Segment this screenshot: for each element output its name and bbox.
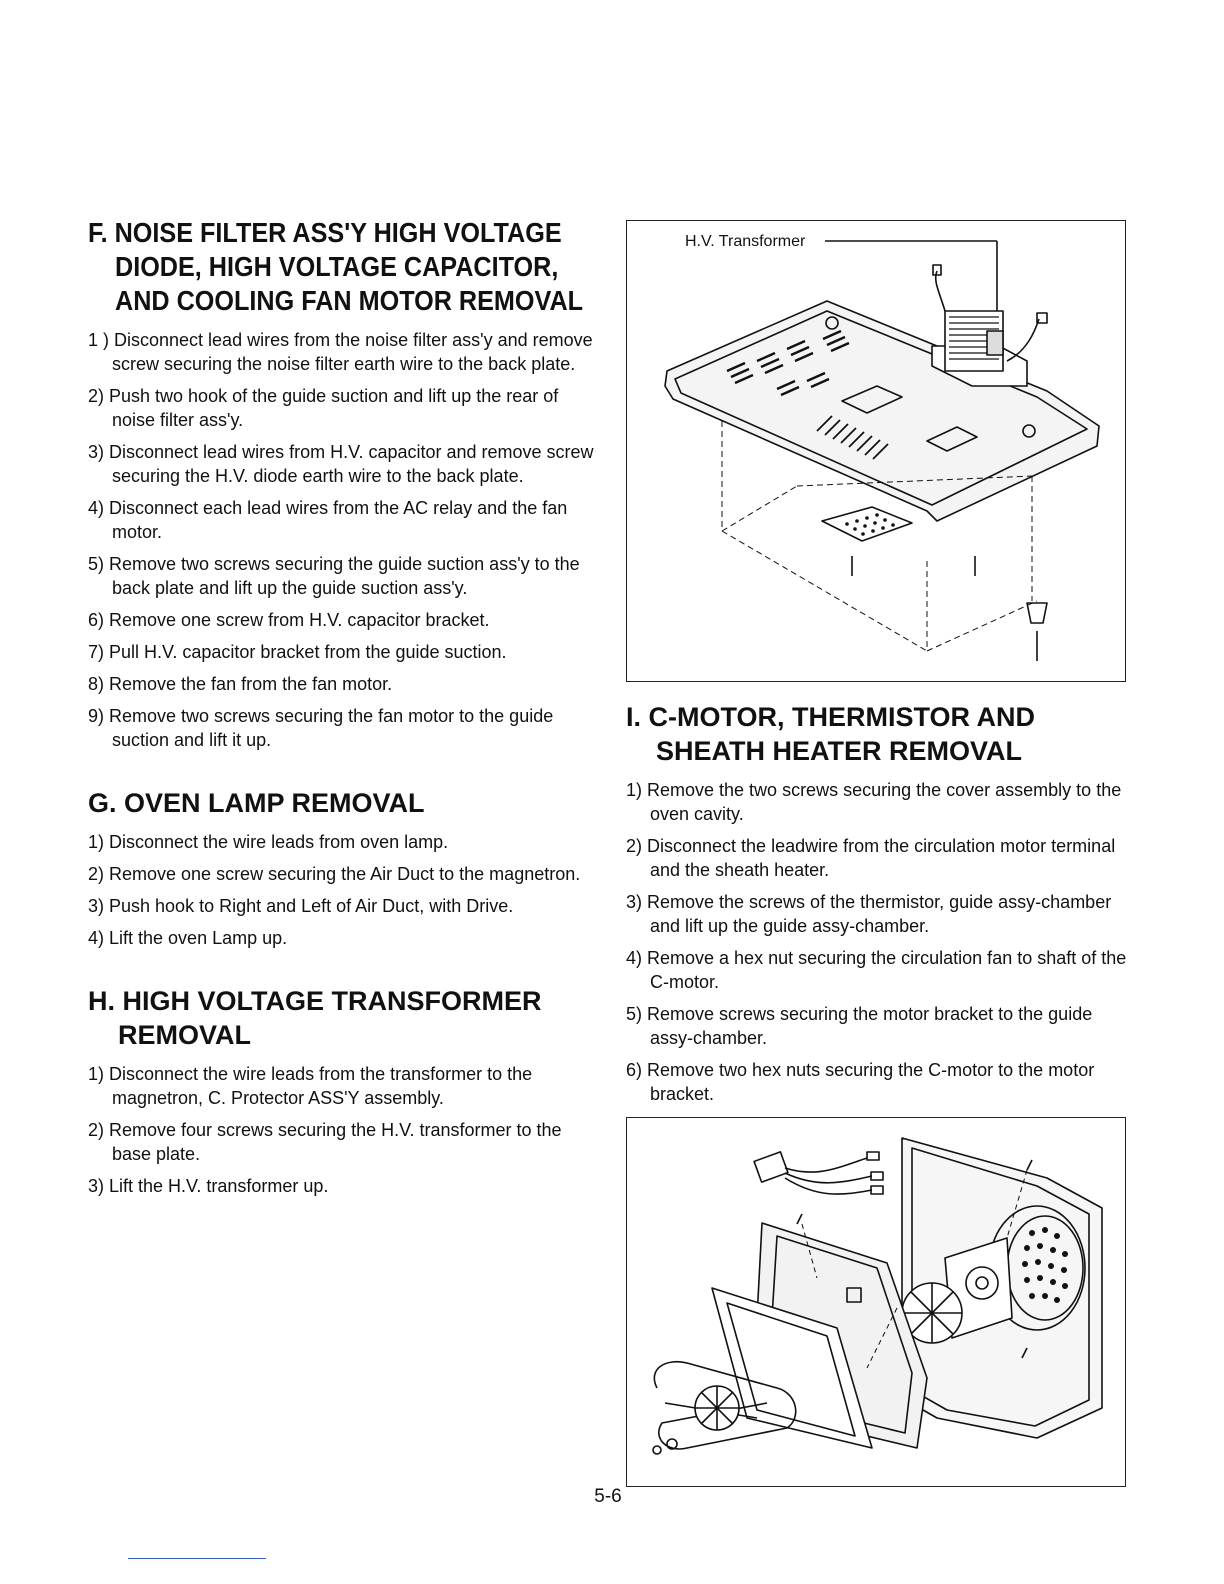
step: 9) Remove two screws securing the fan motor to the guide suction and lift it up.	[88, 706, 554, 750]
step: 1) Disconnect the wire leads from oven lamp.	[88, 832, 449, 852]
section-f-title	[88, 216, 592, 318]
step: 8) Remove the fan from the fan motor.	[88, 674, 393, 694]
step: 3) Push hook to Right and Left of Air Duct, with Drive.	[88, 896, 514, 916]
figure-hv-transformer	[626, 220, 1126, 682]
step: 4) Remove a hex nut securing the circulation fan to shaft of the C-motor.	[626, 948, 1127, 992]
c-motor-exploded-drawing	[627, 1118, 1125, 1486]
title-line: G. OVEN LAMP REMOVAL	[88, 788, 425, 818]
title-line: DIODE, HIGH VOLTAGE CAPACITOR,	[115, 251, 559, 282]
section-g-title	[88, 786, 598, 820]
title-line: F. NOISE FILTER ASS'Y HIGH VOLTAGE	[88, 217, 562, 248]
right-column	[626, 700, 1128, 1114]
step: 5) Remove screws securing the motor bracket to the guide assy-chamber.	[626, 1004, 1093, 1048]
step: 3) Lift the H.V. transformer up.	[88, 1176, 329, 1196]
step: 4) Lift the oven Lamp up.	[88, 928, 288, 948]
page-number: 5-6	[594, 1486, 622, 1507]
step: 6) Remove one screw from H.V. capacitor bracket.	[88, 610, 490, 630]
footer-link-underline	[128, 1558, 266, 1559]
title-line: REMOVAL	[118, 1020, 251, 1050]
section-i-steps	[626, 778, 1128, 1106]
section-g	[88, 786, 598, 950]
section-i	[626, 700, 1128, 1106]
base-plate-drawing	[627, 221, 1125, 681]
step: 3) Remove the screws of the thermistor, guide assy-chamber and lift up the guide assy-chamber.	[626, 892, 1112, 936]
section-h-title	[88, 984, 598, 1052]
title-line: I. C-MOTOR, THERMISTOR AND	[626, 702, 1035, 732]
step: 2) Push two hook of the guide suction and lift up the rear of noise filter ass'y.	[88, 386, 559, 430]
left-column	[88, 216, 598, 1206]
step: 6) Remove two hex nuts securing the C-motor to the motor bracket.	[626, 1060, 1095, 1104]
step: 2) Disconnect the leadwire from the circulation motor terminal and the sheath heater.	[626, 836, 1116, 880]
section-h-steps	[88, 1062, 598, 1198]
step: 2) Remove four screws securing the H.V. transformer to the base plate.	[88, 1120, 562, 1164]
section-g-steps	[88, 830, 598, 950]
step: 1) Remove the two screws securing the cover assembly to the oven cavity.	[626, 780, 1122, 824]
figure-c-motor-assembly	[626, 1117, 1126, 1487]
section-h	[88, 984, 598, 1198]
step: 1 ) Disconnect lead wires from the noise filter ass'y and remove screw securing the noise filter earth wire to the back plate.	[88, 330, 593, 374]
step: 7) Pull H.V. capacitor bracket from the guide suction.	[88, 642, 507, 662]
step: 5) Remove two screws securing the guide suction ass'y to the back plate and lift up the guide suction ass'y.	[88, 554, 580, 598]
title-line: AND COOLING FAN MOTOR REMOVAL	[115, 285, 584, 316]
step: 1) Disconnect the wire leads from the transformer to the magnetron, C. Protector ASS'Y assembly.	[88, 1064, 533, 1108]
step: 3) Disconnect lead wires from H.V. capacitor and remove screw securing the H.V. diode earth wire to the back plate.	[88, 442, 594, 486]
figure-label: H.V. Transformer	[685, 233, 806, 250]
step: 4) Disconnect each lead wires from the AC relay and the fan motor.	[88, 498, 568, 542]
section-f	[88, 216, 598, 752]
title-line: H. HIGH VOLTAGE TRANSFORMER	[88, 986, 542, 1016]
step: 2) Remove one screw securing the Air Duct to the magnetron.	[88, 864, 581, 884]
title-line: SHEATH HEATER REMOVAL	[656, 736, 1023, 766]
section-i-title	[626, 700, 1128, 768]
section-f-steps	[88, 328, 598, 752]
